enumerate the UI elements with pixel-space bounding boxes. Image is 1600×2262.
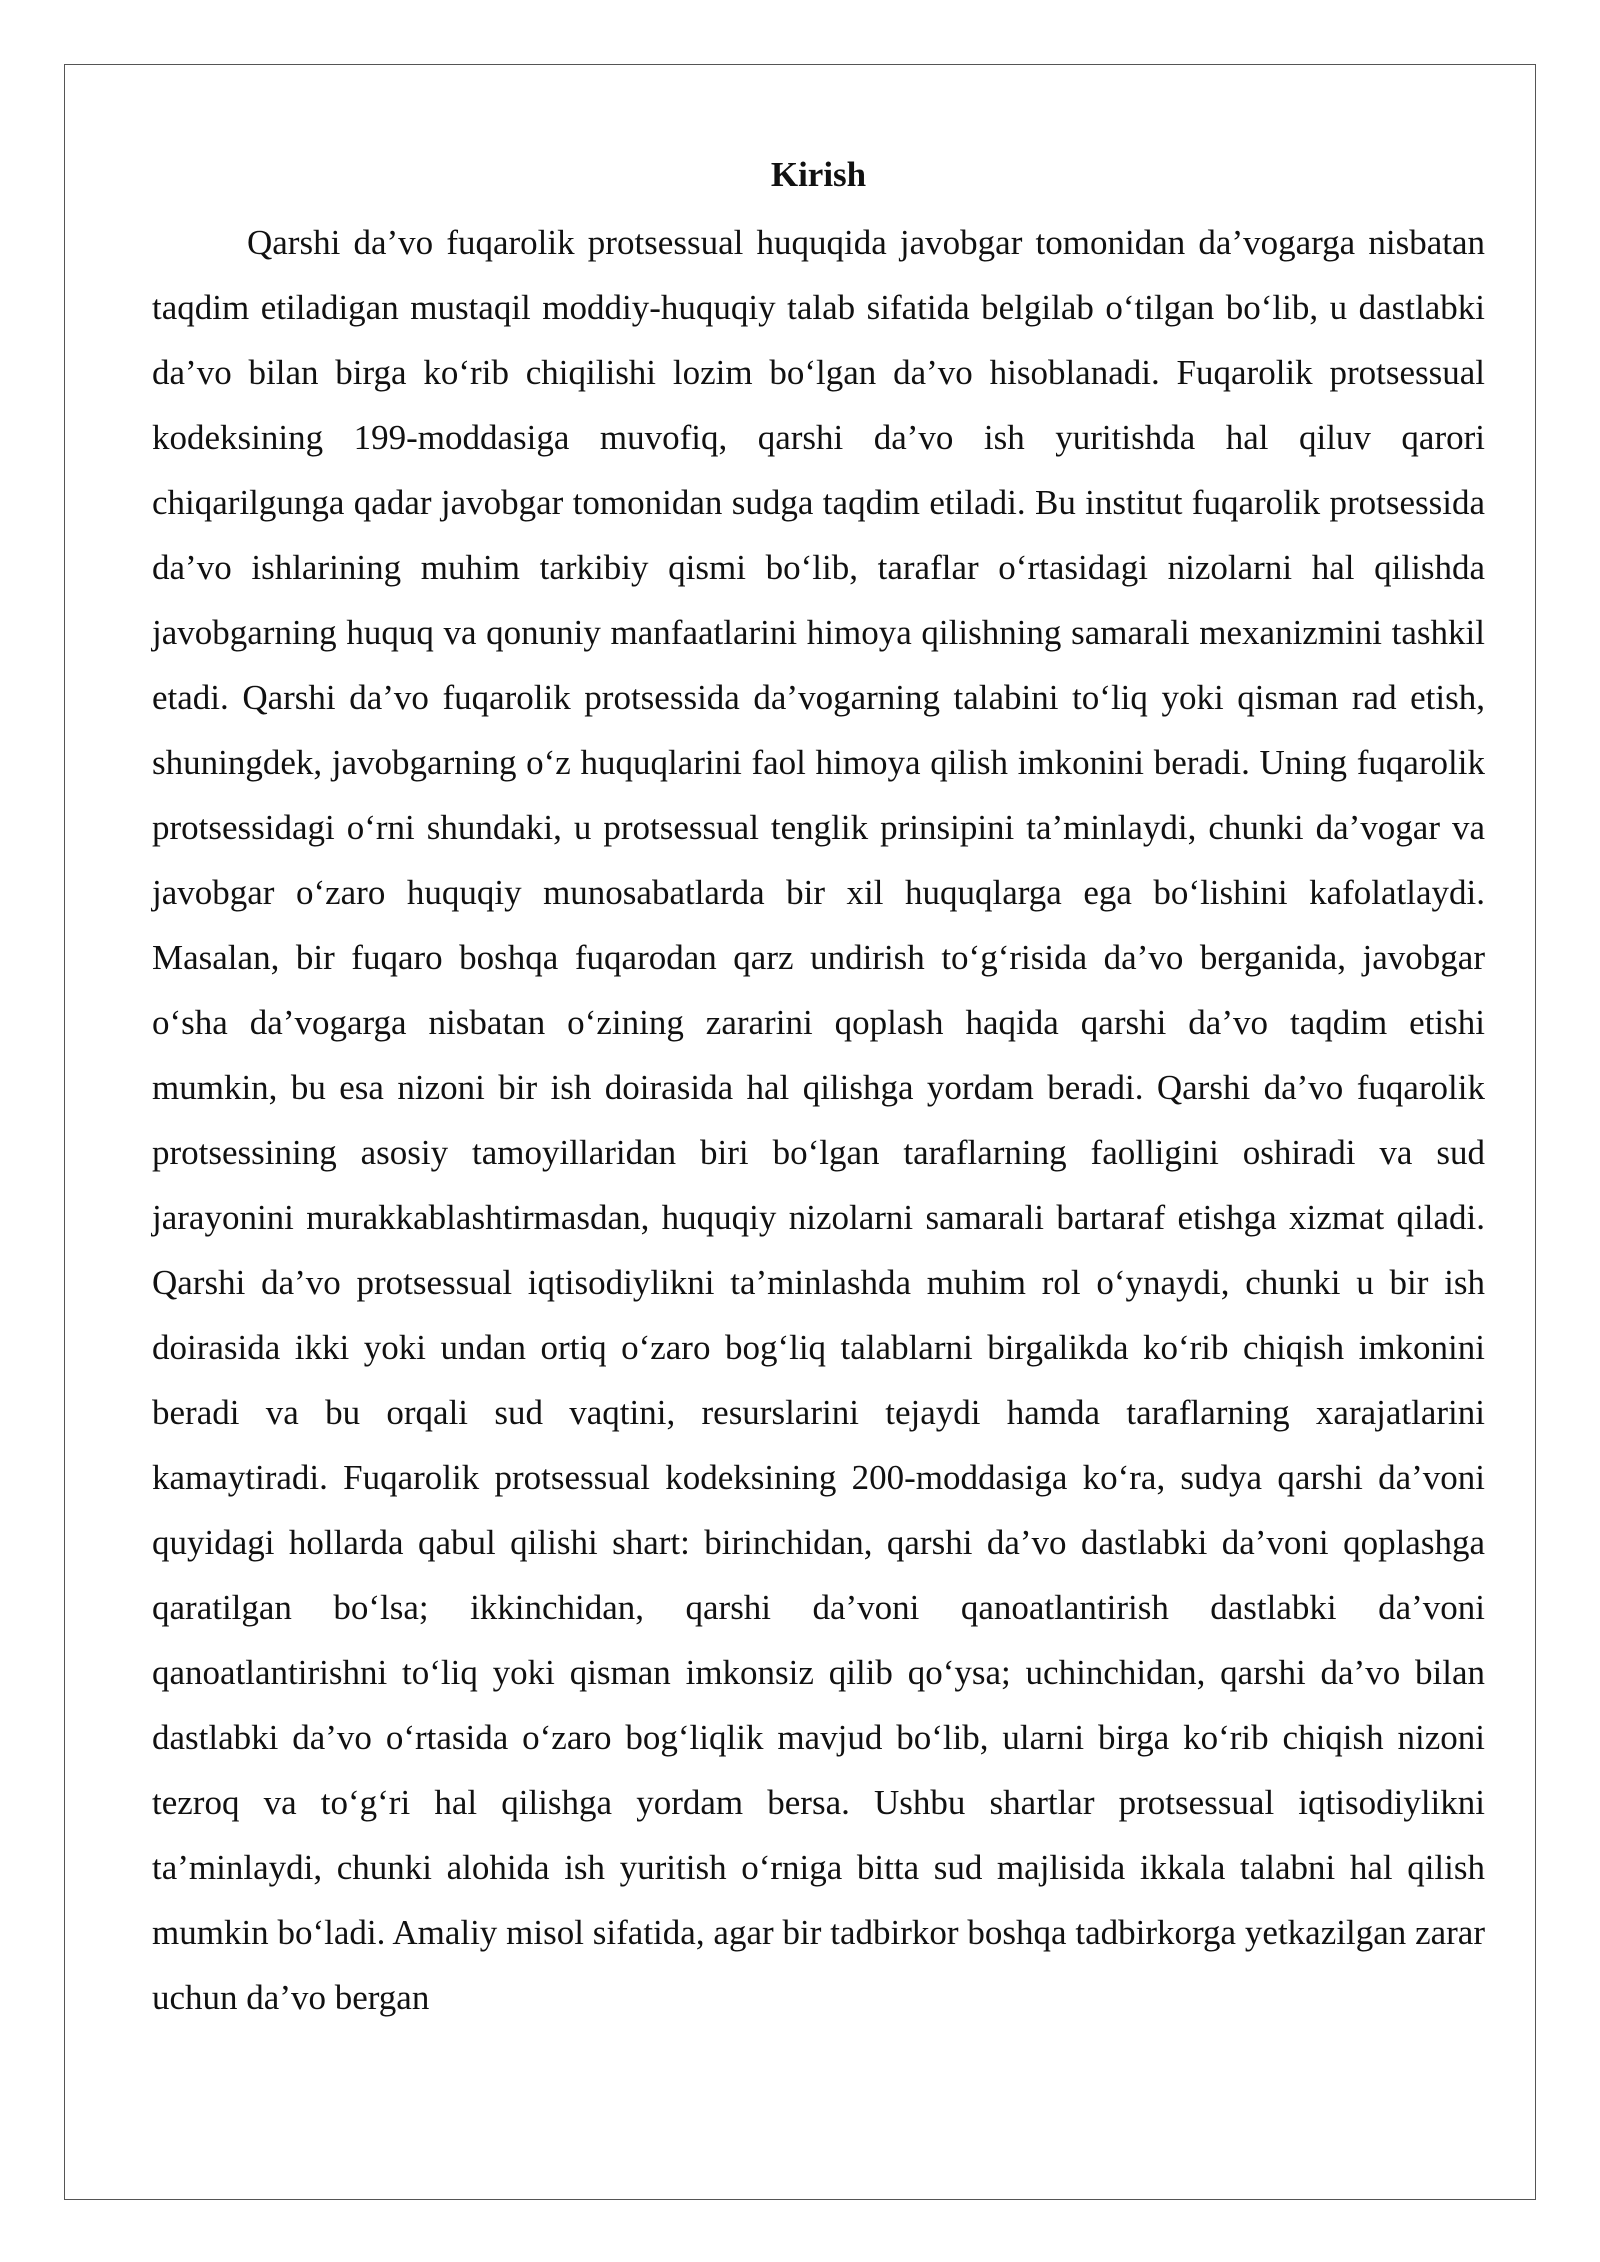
document-body — [152, 148, 1485, 2030]
document-title: Kirish — [770, 155, 867, 194]
body-paragraph: Qarshi da’vo fuqarolik protsessual huquqida javobgar tomonidan da’vogarga nisbatan taqdim etiladigan mustaqil moddiy-huquqiy talab sifatida belgilab o‘tilgan bo‘lib, u dastlabki da’vo bilan birga ko‘rib chiqilishi lozim bo‘lgan da’vo hisoblanadi. Fuqarolik protsessual kodeksining 199-moddasiga muvofiq, qarshi da’vo ish yuritishda hal qiluv qarori chiqarilgunga qadar javobgar tomonidan sudga taqdim etiladi. Bu institut fuqarolik protsessida da’vo ishlarining muhim tarkibiy qismi bo‘lib, taraflar o‘rtasidagi nizolarni hal qilishda javobgarning huquq va qonuniy manfaatlarini himoya qilishning samarali mexanizmini tashkil etadi. Qarshi da’vo fuqarolik protsessida da’vogarning talabini to‘liq yoki qisman rad etish, shuningdek, javobgarning o‘z huquqlarini faol himoya qilish imkonini beradi. Uning fuqarolik protsessidagi o‘rni shundaki, u protsessual tenglik prinsipini ta’minlaydi, chunki da’vogar va javobgar o‘zaro huquqiy munosabatlarda bir xil huquqlarga ega bo‘lishini kafolatlaydi. Masalan, bir fuqaro boshqa fuqarodan qarz undirish to‘g‘risida da’vo berganida, javobgar o‘sha da’vogarga nisbatan o‘zining zararini qoplash haqida qarshi da’vo taqdim etishi mumkin, bu esa nizoni bir ish doirasida hal qilishga yordam beradi. Qarshi da’vo fuqarolik protsessining asosiy tamoyillaridan biri bo‘lgan taraflarning faolligini oshiradi va sud jarayonini murakkablashtirmasdan, huquqiy nizolarni samarali bartaraf etishga xizmat qiladi. Qarshi da’vo protsessual iqtisodiylikni ta’minlashda muhim rol o‘ynaydi, chunki u bir ish doirasida ikki yoki undan ortiq o‘zaro bog‘liq talablarni birgalikda ko‘rib chiqish imkonini beradi va bu orqali sud vaqtini, resurslarini tejaydi hamda taraflarning xarajatlarini kamaytiradi. Fuqarolik protsessual kodeksining 200-moddasiga ko‘ra, sudya qarshi da’voni quyidagi hollarda qabul qilishi shart: birinchidan, qarshi da’vo dastlabki da’voni qoplashga qaratilgan bo‘lsa; ikkinchidan, qarshi da’voni qanoatlantirish dastlabki da’voni qanoatlantirishni to‘liq yoki qisman imkonsiz qilib qo‘ysa; uchinchidan, qarshi da’vo bilan dastlabki da’vo o‘rtasida o‘zaro bog‘liqlik mavjud bo‘lib, ularni birga ko‘rib chiqish nizoni tezroq va to‘g‘ri hal qilishga yordam bersa. Ushbu shartlar protsessual iqtisodiylikni ta’minlaydi, chunki alohida ish yuritish o‘rniga bitta sud majlisida ikkala talabni hal qilish mumkin bo‘ladi. Amaliy misol sifatida, agar bir tadbirkor boshqa tadbirkorga yetkazilgan zarar uchun da’vo bergan — [152, 223, 1485, 2017]
